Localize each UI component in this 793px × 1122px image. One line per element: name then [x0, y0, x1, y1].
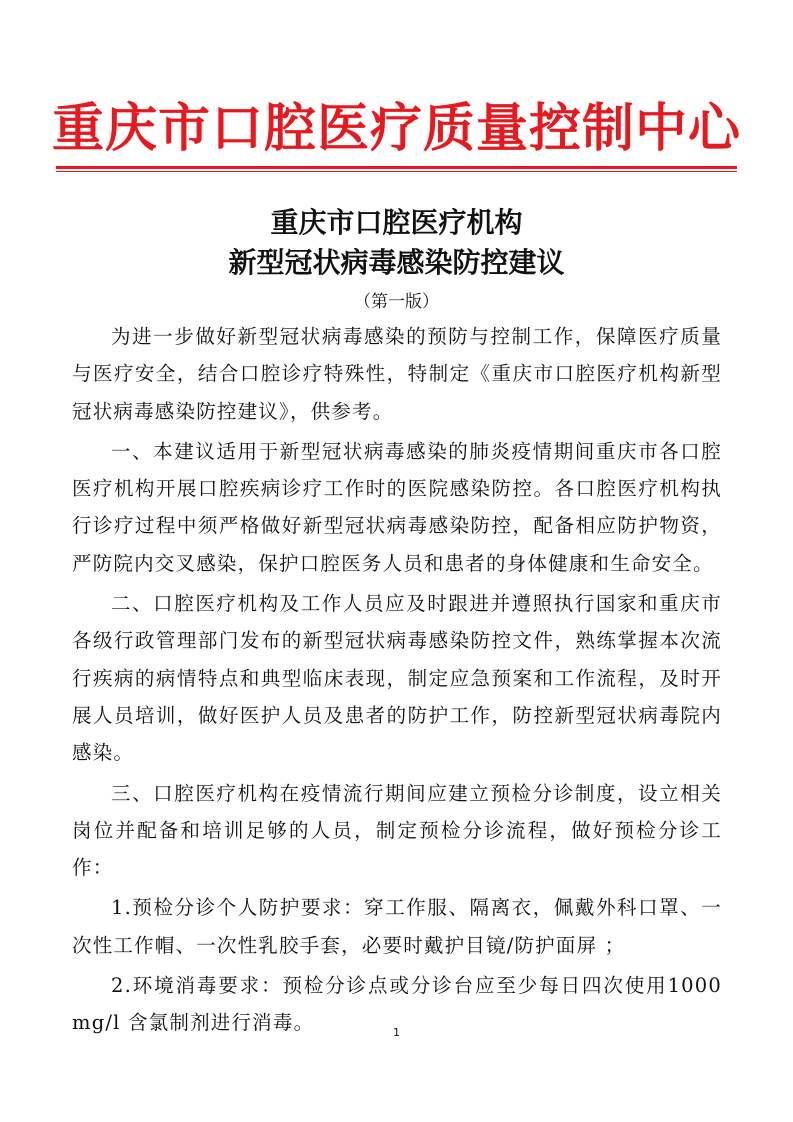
document-body — [72, 318, 722, 1045]
paragraph-section-2: 二、口腔医疗机构及工作人员应及时跟进并遵照执行国家和重庆市各级行政管理部门发布的新型冠状病毒感染防控文件，熟练掌握本次流行疾病的病情特点和典型临床表现，制定应急预案和工作流程，及时开展人员培训，做好医护人员及患者的防护工作，防控新型冠状病毒院内感染。 — [72, 592, 722, 765]
paragraph-intro: 为进一步做好新型冠状病毒感染的预防与控制工作，保障医疗质量与医疗安全，结合口腔诊疗特殊性，特制定《重庆市口腔医疗机构新型冠状病毒感染防控建议》，供参考。 — [72, 325, 722, 423]
paragraph-section-3: 三、口腔医疗机构在疫情流行期间应建立预检分诊制度，设立相关岗位并配备和培训足够的人员，制定预检分诊流程，做好预检分诊工作： — [72, 781, 722, 880]
letterhead-title: 重庆市口腔医疗质量控制中心 — [51, 98, 741, 159]
letterhead-rule-thick — [56, 166, 737, 169]
document-edition: （第一版） — [354, 292, 439, 312]
page-number: 1 — [393, 1026, 400, 1039]
paragraph-item-2: 2.环境消毒要求：预检分诊点或分诊台应至少每日四次使用1000mg/l 含氯制剂进行消毒。 — [72, 974, 722, 1035]
paragraph-item-1: 1.预检分诊个人防护要求：穿工作服、隔离衣，佩戴外科口罩、一次性工作帽、一次性乳胶手套，必要时戴护目镜/防护面屏 ； — [72, 896, 722, 957]
document-title-line1: 重庆市口腔医疗机构 — [270, 206, 523, 239]
document-title-line2: 新型冠状病毒感染防控建议 — [228, 246, 565, 279]
letterhead-rule-thin — [56, 171, 737, 172]
paragraph-section-1: 一、本建议适用于新型冠状病毒感染的肺炎疫情期间重庆市各口腔医疗机构开展口腔疾病诊疗工作时的医院感染防控。各口腔医疗机构执行诊疗过程中须严格做好新型冠状病毒感染防控，配备相应防护物资，严防院内交叉感染，保护口腔医务人员和患者的身体健康和生命安全。 — [72, 439, 722, 575]
